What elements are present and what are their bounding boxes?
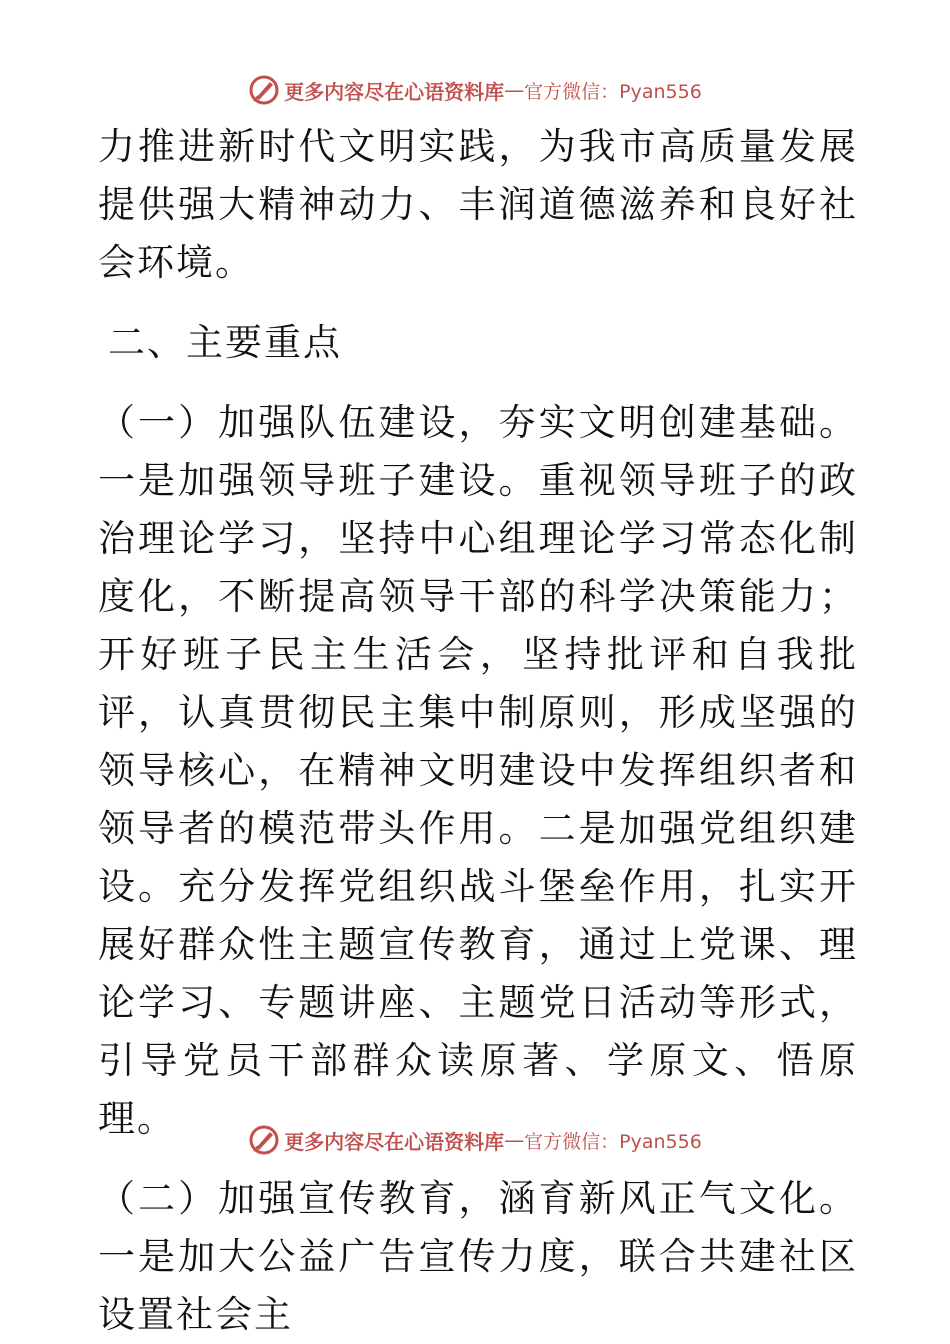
watermark-brand: 更多内容尽在心语资料库 <box>284 1129 505 1154</box>
paragraph-continued: 力推进新时代文明实践，为我市高质量发展提供强大精神动力、丰润道德滋养和良好社会环境。 <box>98 125 858 284</box>
footer-watermark <box>0 1120 950 1160</box>
section-1-paragraph: （一）加强队伍建设，夯实文明创建基础。一是加强领导班子建设。重视领导班子的政治理论学习，坚持中心组理论学习常态化制度化，不断提高领导干部的科学决策能力；开好班子民主生活会，坚持批评和自我批评，认真贯彻民主集中制原则，形成坚强的领导核心，在精神文明建设中发挥组织者和领导者的模范带头作用。二是加强党组织建设。充分发挥党组织战斗堡垒作用，扎实开展好群众性主题宣传教育，通过上党课、理论学习、专题讲座、主题党日活动等形式，引导党员干部群众读原著、学原文、悟原理。 <box>98 401 858 1140</box>
section-heading: 二、主要重点 <box>108 321 342 364</box>
document-body <box>98 118 858 1344</box>
watermark-separator: — <box>504 1128 525 1152</box>
watermark-wechat: 官方微信：Pyan556 <box>524 1130 702 1153</box>
section-2-paragraph: （二）加强宣传教育，涵育新风正气文化。一是加大公益广告宣传力度，联合共建社区设置社会主 <box>98 1177 858 1336</box>
watermark-wechat: 官方微信：Pyan556 <box>524 80 702 103</box>
feather-pen-logo-icon <box>248 1124 280 1156</box>
watermark-separator: — <box>504 78 525 102</box>
watermark-brand: 更多内容尽在心语资料库 <box>284 79 505 104</box>
feather-pen-logo-icon <box>248 74 280 106</box>
header-watermark <box>0 70 950 110</box>
